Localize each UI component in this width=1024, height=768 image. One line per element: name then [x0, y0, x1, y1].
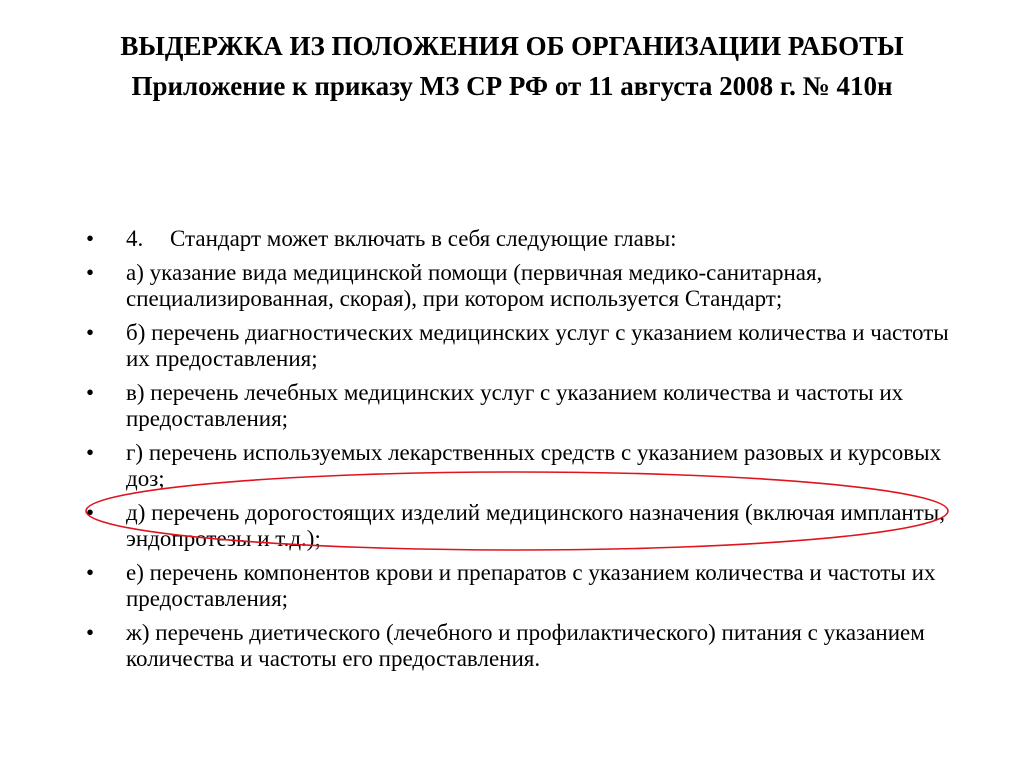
bullet-icon: • — [86, 620, 95, 645]
list-item — [86, 260, 966, 312]
bullet-icon: • — [86, 500, 95, 525]
bullet-icon: • — [86, 320, 95, 345]
list-item-text: б) перечень диагностических медицинских услуг с указанием количества и частоты их предоставления; — [126, 320, 949, 371]
bullet-icon: • — [86, 260, 95, 285]
list-item-intro — [86, 226, 966, 252]
list-item-text: ж) перечень диетического (лечебного и профилактического) питания с указанием количества и частоты его предоставления. — [126, 620, 925, 671]
intro-number: 4. — [126, 226, 144, 251]
list-item-text: в) перечень лечебных медицинских услуг с указанием количества и частоты их предоставления; — [126, 380, 904, 431]
list-item — [86, 620, 966, 672]
list-item-highlighted — [86, 440, 966, 492]
list-item — [86, 500, 966, 552]
bullet-icon: • — [86, 380, 95, 405]
chapters-list — [86, 226, 966, 680]
bullet-icon: • — [86, 560, 95, 585]
list-item — [86, 560, 966, 612]
list-item-text: г) перечень используемых лекарственных средств с указанием разовых и курсовых доз; — [126, 440, 942, 491]
bullet-icon: • — [86, 440, 95, 465]
page-title — [0, 26, 1024, 106]
list-item-text: а) указание вида медицинской помощи (первичная медико-санитарная, специализированная, скорая), при котором используется Стандарт; — [126, 260, 823, 311]
list-item — [86, 320, 966, 372]
bullet-icon: • — [86, 226, 95, 251]
title-line-1: ВЫДЕРЖКА ИЗ ПОЛОЖЕНИЯ ОБ ОРГАНИЗАЦИИ РАБОТЫ — [120, 31, 904, 61]
intro-text: Стандарт может включать в себя следующие главы: — [170, 226, 677, 251]
list-item — [86, 380, 966, 432]
title-line-2: Приложение к приказу МЗ СР РФ от 11 августа 2008 г. № 410н — [131, 71, 893, 101]
list-item-text: д) перечень дорогостоящих изделий медицинского назначения (включая импланты, эндопротезы и т.д.); — [126, 500, 945, 551]
list-item-text: е) перечень компонентов крови и препаратов с указанием количества и частоты их предоставления; — [126, 560, 936, 611]
